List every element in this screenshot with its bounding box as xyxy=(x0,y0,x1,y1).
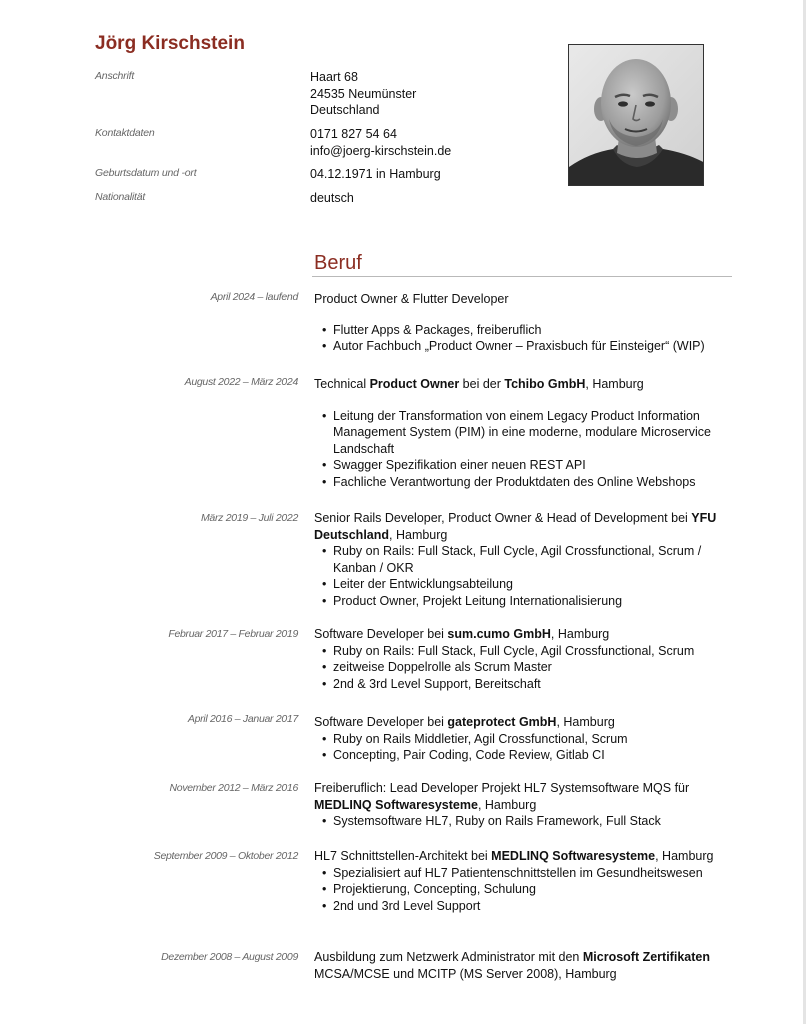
job-entry xyxy=(314,510,734,609)
job-bullet-item: • 2nd und 3rd Level Support xyxy=(314,898,734,915)
job-date: Dezember 2008 – August 2009 xyxy=(161,951,298,963)
section-title: Beruf xyxy=(314,252,362,274)
job-heading xyxy=(314,291,734,308)
job-bullets xyxy=(314,813,734,830)
value-birth xyxy=(310,166,441,183)
job-bullet-item: • Systemsoftware HL7, Ruby on Rails Framework, Full Stack xyxy=(314,813,734,830)
address-line: Deutschland xyxy=(310,103,380,117)
section-divider xyxy=(312,276,732,277)
value-contact xyxy=(310,126,451,159)
job-heading xyxy=(314,510,734,543)
job-heading xyxy=(314,626,734,643)
job-bullet-item: • Autor Fachbuch „Product Owner – Praxisbuch für Einsteiger“ (WIP) xyxy=(314,338,734,355)
job-bullet-item: • Swagger Spezifikation einer neuen REST API xyxy=(314,457,734,474)
label-address: Anschrift xyxy=(95,70,135,82)
job-heading-run: Product Owner & Flutter Developer xyxy=(314,292,509,306)
nationality: deutsch xyxy=(310,191,354,205)
job-entry xyxy=(314,376,734,490)
birth-date-place: 04.12.1971 in Hamburg xyxy=(310,167,441,181)
job-heading xyxy=(314,780,734,813)
job-heading-run: , Hamburg xyxy=(477,797,537,812)
job-heading-run: MCSA/MCSE und MCITP (MS Server 2008), Hamburg xyxy=(314,966,617,981)
job-heading-run: , Hamburg xyxy=(550,627,610,641)
job-heading-run: Senior Rails Developer, Product Owner & Head of Development bei xyxy=(314,511,692,525)
job-bullet-item: • Spezialisiert auf HL7 Patientenschnittstellen im Gesundheitswesen xyxy=(314,865,734,882)
email-link[interactable]: info@joerg-kirschstein.de xyxy=(310,143,452,158)
job-bullet-item: • Ruby on Rails: Full Stack, Full Cycle, Agil Crossfunctional, Scrum / Kanban / OKR xyxy=(314,543,734,576)
job-heading-bold-run: YFU Deutschland xyxy=(314,511,717,542)
job-date: August 2022 – März 2024 xyxy=(184,376,298,388)
job-heading-bold-run: MEDLINQ Softwaresysteme xyxy=(491,849,656,863)
address-line: 24535 Neumünster xyxy=(310,86,417,101)
job-bullet-item: • 2nd & 3rd Level Support, Bereitschaft xyxy=(314,676,734,693)
job-bullet-item: • Leiter der Entwicklungsabteilung xyxy=(314,576,734,593)
job-heading-run: , Hamburg xyxy=(556,715,615,729)
label-nationality: Nationalität xyxy=(95,191,146,203)
job-heading-bold-run: Tchibo GmbH xyxy=(504,377,586,391)
job-heading xyxy=(314,714,734,731)
job-date: September 2009 – Oktober 2012 xyxy=(153,850,298,862)
job-bullet-item: • Leitung der Transformation von einem Legacy Product Information Management System (PIM) in eine moderne, modulare Microservice Landschaft xyxy=(314,408,734,458)
job-heading-run: Software Developer bei xyxy=(314,627,448,641)
candidate-name: Jörg Kirschstein xyxy=(95,33,245,54)
job-entry xyxy=(314,626,734,692)
job-heading-run: Freiberuflich: Lead Developer Projekt HL7 Systemsoftware MQS für xyxy=(314,781,690,795)
job-heading-run: Software Developer bei xyxy=(314,715,448,729)
job-heading-run: Ausbildung zum Netzwerk Administrator mit den xyxy=(314,950,583,964)
job-bullets xyxy=(314,322,734,355)
job-date: Februar 2017 – Februar 2019 xyxy=(168,628,298,640)
value-address xyxy=(310,69,416,119)
profile-photo xyxy=(568,44,704,186)
job-heading xyxy=(314,376,734,393)
job-bullet-item: • Ruby on Rails: Full Stack, Full Cycle, Agil Crossfunctional, Scrum xyxy=(314,643,734,660)
job-heading-run: , Hamburg xyxy=(389,527,448,542)
job-heading-run: bei der xyxy=(459,377,505,391)
job-bullet-item: • Flutter Apps & Packages, freiberuflich xyxy=(314,322,734,339)
job-bullet-item: • Projektierung, Concepting, Schulung xyxy=(314,881,734,898)
job-bullets xyxy=(314,731,734,764)
job-entry xyxy=(314,848,734,914)
job-heading-bold-run: Product Owner xyxy=(369,377,460,391)
job-entry xyxy=(314,949,734,982)
job-entry xyxy=(314,291,734,355)
job-heading-bold-run: sum.cumo GmbH xyxy=(447,627,551,641)
job-bullets xyxy=(314,643,734,693)
job-heading-run: , Hamburg xyxy=(585,377,644,391)
portrait-illustration xyxy=(569,45,704,186)
job-bullet-item: • zeitweise Doppelrolle als Scrum Master xyxy=(314,659,734,676)
job-heading-bold-run: Microsoft Zertifikaten xyxy=(582,950,710,964)
label-contact: Kontaktdaten xyxy=(95,127,155,139)
job-heading-bold-run: gateprotect GmbH xyxy=(447,715,557,729)
job-bullets xyxy=(314,543,734,609)
job-date: März 2019 – Juli 2022 xyxy=(200,512,298,524)
job-bullet-item: • Product Owner, Projekt Leitung Internationalisierung xyxy=(314,593,734,610)
job-entry xyxy=(314,780,734,830)
job-date: April 2016 – Januar 2017 xyxy=(187,713,298,725)
job-bullet-item: • Concepting, Pair Coding, Code Review, Gitlab CI xyxy=(314,747,734,764)
address-line: Haart 68 xyxy=(310,70,358,84)
job-date: April 2024 – laufend xyxy=(210,291,298,303)
job-heading xyxy=(314,848,734,865)
job-bullets xyxy=(314,865,734,915)
job-heading-run: HL7 Schnittstellen-Architekt bei xyxy=(314,849,492,863)
job-date: November 2012 – März 2016 xyxy=(169,782,298,794)
job-heading-run: Technical xyxy=(314,377,370,391)
job-bullets xyxy=(314,408,734,491)
job-heading-bold-run: MEDLINQ Softwaresysteme xyxy=(314,797,478,812)
value-nationality xyxy=(310,190,354,207)
job-heading-run: , Hamburg xyxy=(655,849,714,863)
job-bullet-item: • Fachliche Verantwortung der Produktdaten des Online Webshops xyxy=(314,474,734,491)
job-entry xyxy=(314,714,734,764)
job-bullet-item: • Ruby on Rails Middletier, Agil Crossfunctional, Scrum xyxy=(314,731,734,748)
label-birth: Geburtsdatum und -ort xyxy=(95,167,197,179)
phone-number: 0171 827 54 64 xyxy=(310,127,397,141)
job-heading xyxy=(314,949,734,982)
